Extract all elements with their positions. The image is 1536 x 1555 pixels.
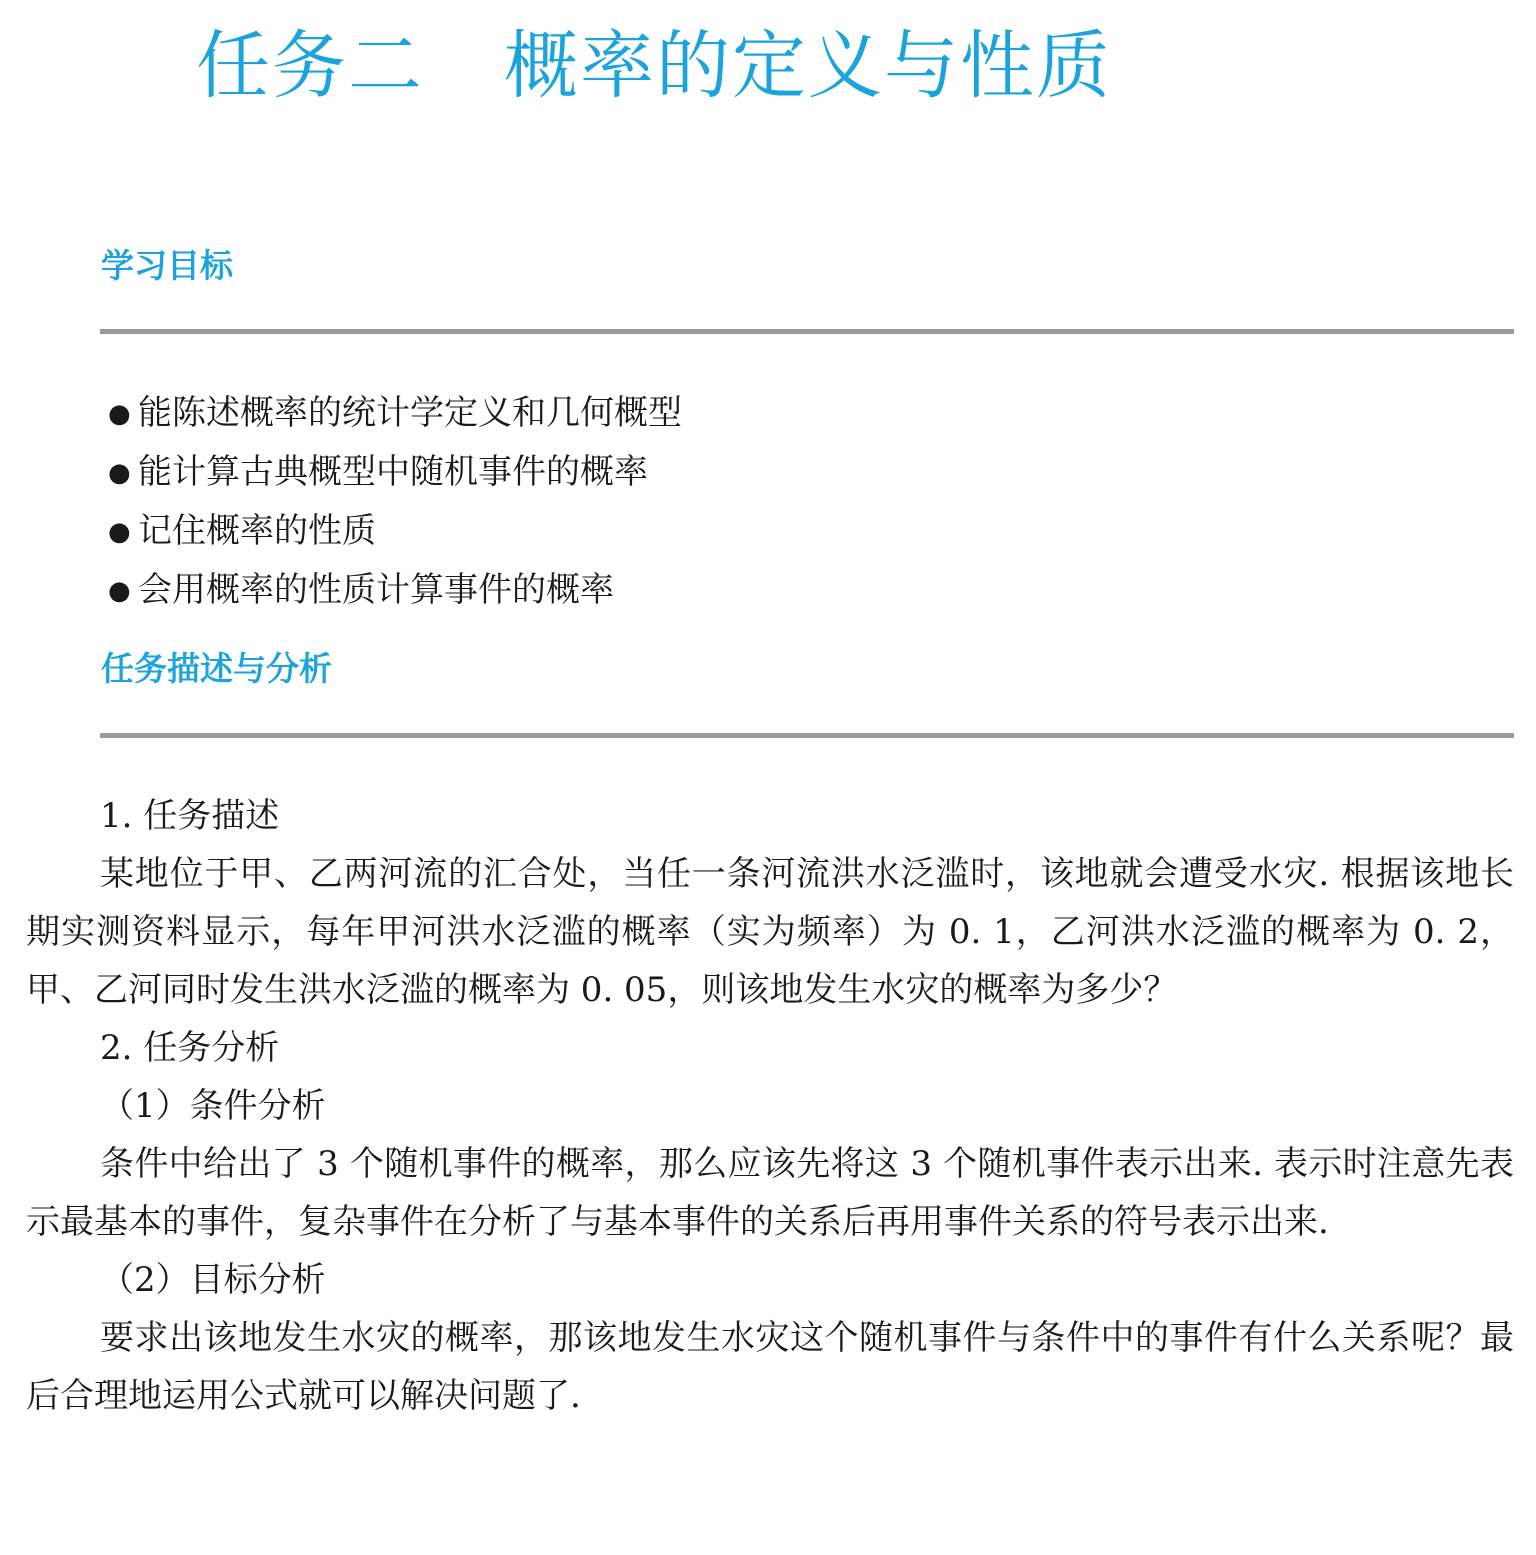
objective-text: 能计算古典概型中随机事件的概率 <box>138 452 648 492</box>
analysis-divider <box>100 733 1514 738</box>
objectives-heading: 学习目标 <box>101 246 233 285</box>
condition-analysis-heading: （1）条件分析 <box>100 1086 326 1126</box>
objective-text: 能陈述概率的统计学定义和几何概型 <box>138 393 682 433</box>
task-body <box>26 787 1514 1425</box>
objective-item <box>108 502 682 561</box>
objective-item <box>108 561 682 620</box>
bullet-icon: ● <box>108 399 131 429</box>
goal-analysis-heading: （2）目标分析 <box>100 1260 326 1300</box>
objective-item <box>108 443 682 502</box>
objectives-divider <box>100 329 1514 334</box>
page-title <box>196 18 1112 114</box>
condition-analysis-text: 条件中给出了 3 个随机事件的概率，那么应该先将这 3 个随机事件表示出来. 表示时注意先表示最基本的事件，复杂事件在分析了与基本事件的关系后再用事件关系的符号表示出来. <box>26 1144 1514 1242</box>
objective-text: 记住概率的性质 <box>138 511 376 551</box>
bullet-icon: ● <box>108 517 131 547</box>
task-description-text: 某地位于甲、乙两河流的汇合处，当任一条河流洪水泛滥时，该地就会遭受水灾. 根据该地长期实测资料显示，每年甲河洪水泛滥的概率（实为频率）为 0. 1，乙河洪水泛滥的概率为 0. 2，甲、乙河同时发生洪水泛滥的概率为 0. 05，则该地发生水灾的概率为多少？ <box>26 854 1514 1010</box>
title-topic: 概率的定义与性质 <box>504 23 1112 109</box>
objective-text: 会用概率的性质计算事件的概率 <box>138 570 614 610</box>
task-analysis-heading: 2. 任务分析 <box>100 1028 280 1068</box>
task-description-heading: 1. 任务描述 <box>100 796 280 836</box>
title-task-number: 任务二 <box>196 23 424 109</box>
bullet-icon: ● <box>108 458 131 488</box>
analysis-heading: 任务描述与分析 <box>101 649 332 688</box>
objective-item <box>108 384 682 443</box>
objectives-list <box>108 384 682 620</box>
bullet-icon: ● <box>108 576 131 606</box>
goal-analysis-text: 要求出该地发生水灾的概率，那该地发生水灾这个随机事件与条件中的事件有什么关系呢？最后合理地运用公式就可以解决问题了. <box>26 1318 1514 1416</box>
